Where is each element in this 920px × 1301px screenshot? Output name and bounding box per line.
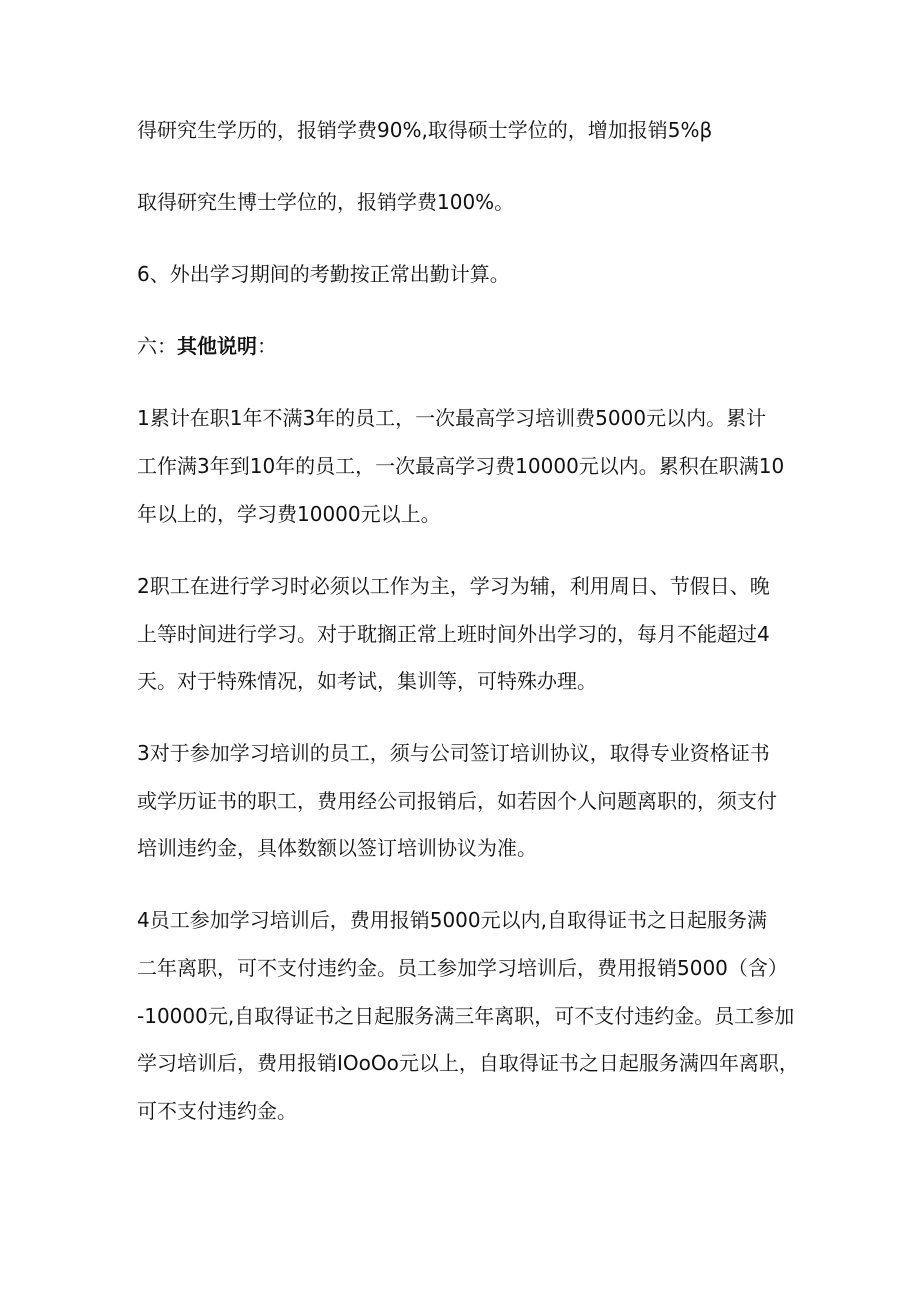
section-6-prefix: 六： bbox=[137, 334, 177, 358]
intro-line-2: 取得研究生博士学位的，报销学费100%。 bbox=[137, 190, 515, 214]
clause-2-line-1: 2职工在进行学习时必须以工作为主，学习为辅，利用周日、节假日、晚 bbox=[137, 574, 770, 598]
clause-3-line-2: 或学历证书的职工，费用经公司报销后，如若因个人问题离职的，须支付 bbox=[137, 789, 777, 813]
intro-line-1: 得研究生学历的，报销学费90%,取得硕士学位的，增加报销5%β bbox=[137, 118, 713, 142]
section-6-heading bbox=[137, 332, 277, 360]
clause-2-line-2: 上等时间进行学习。对于耽搁正常上班时间外出学习的，每月不能超过4 bbox=[137, 622, 770, 646]
clause-2-line-3: 天。对于特殊情况，如考试，集训等，可特殊办理。 bbox=[137, 669, 597, 693]
clause-4-line-1: 4员工参加学习培训后，费用报销5000元以内,自取得证书之日起服务满 bbox=[137, 908, 767, 932]
clause-3-line-1: 3对于参加学习培训的员工，须与公司签订培训协议，取得专业资格证书 bbox=[137, 741, 770, 765]
clause-1-line-1: 1累计在职1年不满3年的员工，一次最高学习培训费5000元以内。累计 bbox=[137, 406, 767, 430]
clause-3-line-3: 培训违约金，具体数额以签订培训协议为准。 bbox=[137, 836, 537, 860]
section-6-suffix: ： bbox=[257, 334, 277, 358]
clause-4-line-5: 可不支付违约金。 bbox=[137, 1099, 297, 1123]
section-6-title: 其他说明 bbox=[177, 334, 257, 358]
clause-1-line-2: 工作满3年到10年的员工，一次最高学习费10000元以内。累积在职满10 bbox=[137, 454, 785, 478]
item-6: 6、外出学习期间的考勤按正常出勤计算。 bbox=[137, 262, 510, 286]
clause-1-line-3: 年以上的，学习费10000元以上。 bbox=[137, 502, 441, 526]
clause-4-line-3: -10000元,自取得证书之日起服务满三年离职，可不支付违约金。员工参加 bbox=[137, 1004, 795, 1028]
clause-4-line-2: 二年离职，可不支付违约金。员工参加学习培训后，费用报销5000（含） bbox=[137, 956, 788, 980]
clause-4-line-4: 学习培训后，费用报销IOoOo元以上，自取得证书之日起服务满四年离职， bbox=[137, 1051, 799, 1075]
